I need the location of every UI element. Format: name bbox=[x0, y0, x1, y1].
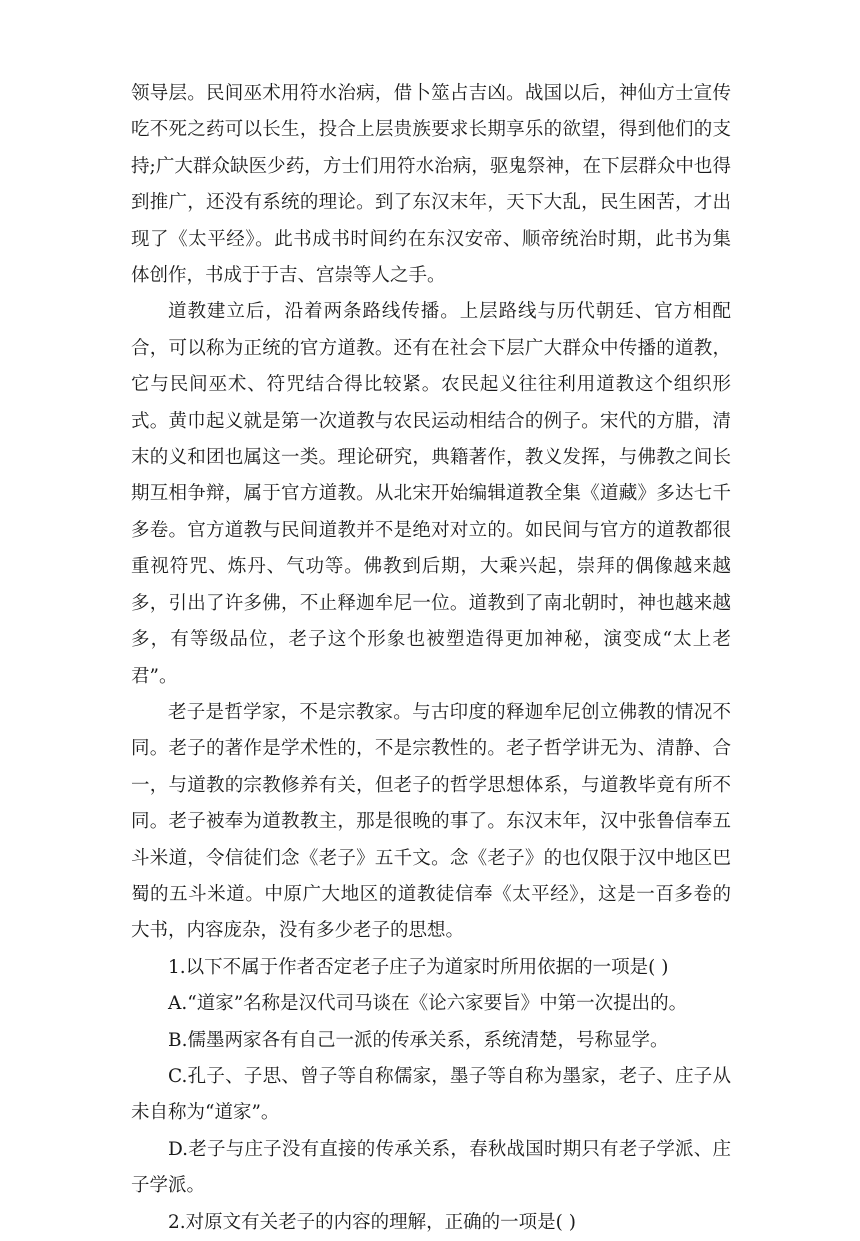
question-1 bbox=[131, 950, 731, 1205]
question-1-stem: 1.以下不属于作者否定老子庄子为道家时所用依据的一项是( ) bbox=[168, 956, 669, 978]
paragraph-1-continued: 领导层。民间巫术用符水治病，借卜筮占吉凶。战国以后，神仙方士宣传吃不死之药可以长生，投合上层贵族要求长期享乐的欲望，得到他们的支持;广大群众缺医少药，方士们用符水治病，驱鬼祭神，在下层群众中也得到推广，还没有系统的理论。到了东汉末年，天下大乱，民生困苦，才出现了《太平经》。此书成书时间约在东汉安帝、顺帝统治时期，此书为集体创作，书成于于吉、宫崇等人之手。 bbox=[131, 83, 731, 287]
question-1-option-c: C.孔子、子思、曾子等自称儒家，墨子等自称为墨家，老子、庄子从未自称为“道家”。 bbox=[131, 1065, 731, 1124]
question-1-option-d: D.老子与庄子没有直接的传承关系，春秋战国时期只有老子学派、庄子学派。 bbox=[131, 1138, 731, 1197]
paragraph-2: 道教建立后，沿着两条路线传播。上层路线与历代朝廷、官方相配合，可以称为正统的官方道教。还有在社会下层广大群众中传播的道教，它与民间巫术、符咒结合得比较紧。农民起义往往利用道教这个组织形式。黄巾起义就是第一次道教与农民运动相结合的例子。宋代的方腊，清末的义和团也属这一类。理论研究，典籍著作，教义发挥，与佛教之间长期互相争辩，属于官方道教。从北宋开始编辑道教全集《道藏》多达七千多卷。官方道教与民间道教并不是绝对对立的。如民间与官方的道教都很重视符咒、炼丹、气功等。佛教到后期，大乘兴起，崇拜的偶像越来越多，引出了许多佛，不止释迦牟尼一位。道教到了南北朝时，神也越来越多，有等级品位，老子这个形象也被塑造得更加神秘，演变成“太上老君”。 bbox=[131, 301, 731, 687]
question-1-option-a: A.“道家”名称是汉代司马谈在《论六家要旨》中第一次提出的。 bbox=[168, 993, 688, 1015]
question-2 bbox=[131, 1205, 731, 1241]
question-1-option-b: B.儒墨两家各有自己一派的传承关系，系统清楚，号称显学。 bbox=[168, 1029, 669, 1051]
article-body bbox=[131, 76, 731, 1241]
question-2-stem: 2.对原文有关老子的内容的理解，正确的一项是( ) bbox=[168, 1211, 576, 1233]
paragraph-3: 老子是哲学家，不是宗教家。与古印度的释迦牟尼创立佛教的情况不同。老子的著作是学术性的，不是宗教性的。老子哲学讲无为、清静、合一，与道教的宗教修养有关，但老子的哲学思想体系，与道教毕竟有所不同。老子被奉为道教教主，那是很晚的事了。东汉末年，汉中张鲁信奉五斗米道，令信徒们念《老子》五千文。念《老子》的也仅限于汉中地区巴蜀的五斗米道。中原广大地区的道教徒信奉《太平经》，这是一百多卷的大书，内容庞杂，没有多少老子的思想。 bbox=[131, 701, 731, 942]
